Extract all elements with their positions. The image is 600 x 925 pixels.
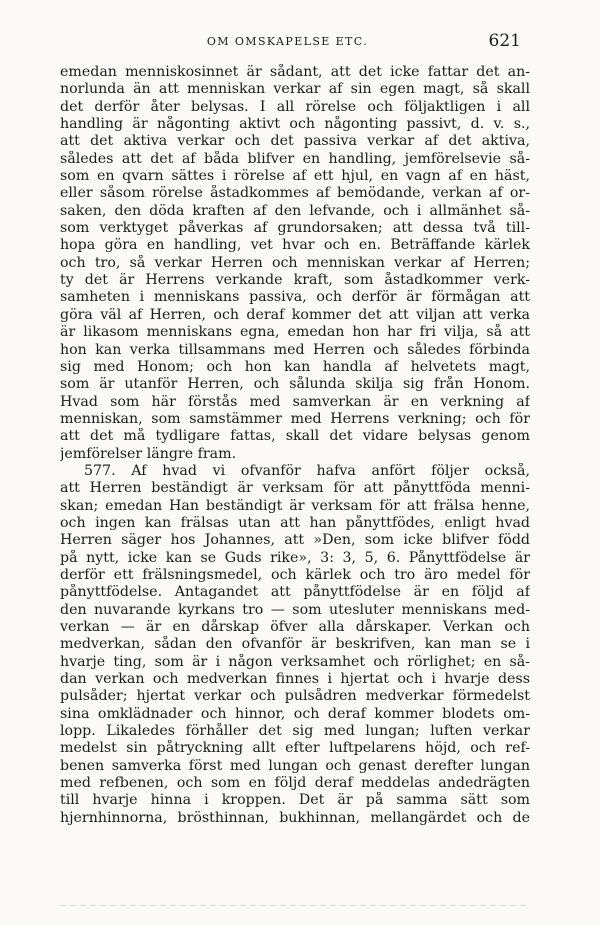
text-line: som verktyget påverkas af grundorsaken; att dessa två till- [60,220,530,237]
text-line: hjernhinnorna, brösthinnan, bukhinnan, mellangärdet och de [60,809,530,826]
text-line: det derför åter belysas. I all rörelse och följaktligen i all [60,98,530,115]
page-number: 621 [488,31,521,51]
text-line: att det må tydligare fattas, skall det vidare belysas genom [60,428,530,445]
running-title: OM OMSKAPELSE ETC. [206,35,369,48]
text-line: 577. Af hvad vi ofvanför hafva anfört följer också, [84,462,530,479]
text-line: samheten i menniskans passiva, och derför är förmågan att [60,289,530,306]
text-line: göra väl af Herren, och deraf kommer det att viljan att verka [60,306,530,323]
text-line: sina omklädnader och hinnor, och deraf kommer blodets om- [60,705,530,722]
text-line: saken, den döda kraften af den lefvande, och i allmänhet så- [60,202,530,219]
text-line: Herren säger hos Johannes, att »Den, som icke blifver född [60,532,530,549]
text-line: jemförelser längre fram. [60,445,237,462]
text-line: derför ett frälsningsmedel, och kärlek och tro äro medel för [60,566,530,583]
text-line: handling är någonting aktivt och någonting passivt, d. v. s., [60,116,530,133]
text-line: medverkan, sådan den ofvanför är beskrifven, kan man se i [60,636,530,653]
text-line: hvarje ting, som är i någon verksamhet och rörlighet; en så- [60,653,530,670]
text-line: som en qvarn sättes i rörelse af ett hjul, en vagn af en häst, [60,168,530,185]
text-line: dan verkan och medverkan finnes i hjertat och i hvarje dess [60,671,530,688]
text-line: norlunda än att menniskan verkar af sin egen magt, så skall [60,81,530,98]
text-line: pulsåder; hjertat verkar och pulsådren medverkar förmedelst [60,688,530,705]
text-line: eller såsom rörelse åstadkommes af bemödande, verkan af or- [60,185,530,202]
text-line: således att det af båda blifver en handling, jemförelsevie så- [60,150,530,167]
text-line: och ingen kan frälsas utan att han pånyttfödes, enligt hvad [60,514,530,531]
text-line: Hvad som här förstås med samverkan är en verkning af [60,393,530,410]
text-line: skan; emedan Han beständigt är verksam för att frälsa henne, [60,497,530,514]
page-header [60,31,521,54]
text-line: med refbenen, och som en följd deraf meddelas andedrägten [60,775,530,792]
text-line: ty det är Herrens verkande kraft, som åstadkommer verk- [60,272,530,289]
text-line: är likasom menniskans egna, emedan hon har fri vilja, så att [60,324,530,341]
text-line: pånyttfödelse. Antagandet att pånyttfödelse är en följd af [60,584,530,601]
text-line: till hvarje hinna i kroppen. Det är på samma sätt som [60,792,530,809]
body-text [60,64,530,827]
text-line: att Herren beständigt är verksam för att pånyttföda menni- [60,480,530,497]
text-line: benen samverka först med lungan och genast derefter lungan [60,757,530,774]
text-line: lopp. Likaledes förhåller det sig med lungan; luften verkar [60,723,530,740]
text-line: och tro, så verkar Herren och menniskan verkar af Herren; [60,254,530,271]
text-line: hopa göra en handling, vet hvar och en. Beträffande kärlek [60,237,530,254]
text-line: emedan menniskosinnet är sådant, att det icke fattar det an- [60,64,530,80]
text-line: medelst sin påtryckning allt efter luftpelarens höjd, och ref- [60,740,530,757]
text-line: hon kan verka tillsammans med Herren och således förbinda [60,341,530,358]
text-line: som är utanför Herren, och sålunda skilja sig från Honom. [60,376,530,393]
text-line: på nytt, icke kan se Guds rike», 3: 3, 5, 6. Pånyttfödelse är [60,549,530,566]
page-bottom-rule [60,905,530,906]
text-line: sig med Honom; och hon kan handla af helvetets magt, [60,358,530,375]
text-line: menniskan, som samstämmer med Herrens verkning; och för [60,410,530,427]
text-line: verkan — är en dårskap öfver alla dårskaper. Verkan och [60,619,530,635]
text-line: att det aktiva verkar och det passiva verkar af det aktiva, [60,133,530,150]
text-line: den nuvarande kyrkans tro — som utesluter menniskans med- [60,601,530,618]
